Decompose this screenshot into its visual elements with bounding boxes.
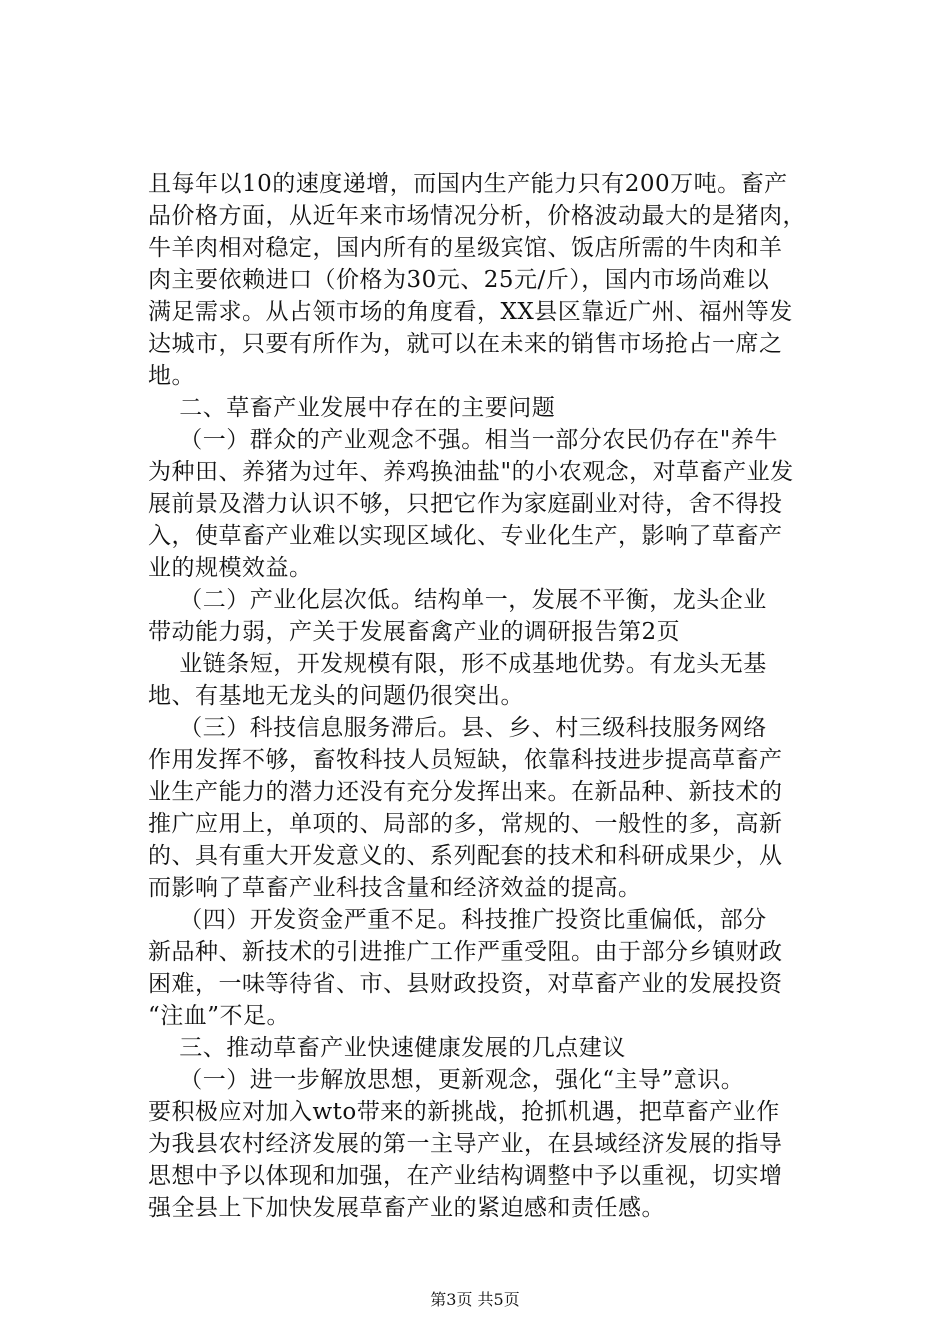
text-line: 作用发挥不够，畜牧科技人员短缺，依靠科技进步提高草畜产: [148, 747, 783, 773]
text-line: 且每年以10的速度递增，而国内生产能力只有200万吨。畜产: [148, 171, 788, 197]
section-heading: 三、推动草畜产业快速健康发展的几点建议: [148, 1035, 626, 1061]
text-line: （一）进一步解放思想，更新观念，强化“主导”意识。: [148, 1067, 745, 1093]
text-line: 业的规模效益。: [148, 555, 313, 581]
text-line: 思想中予以体现和加强，在产业结构调整中予以重视，切实增: [148, 1163, 783, 1189]
page-footer: 第3页 共5页: [430, 1290, 520, 1309]
text-line: 带动能力弱，产关于发展畜禽产业的调研报告第2页: [148, 619, 681, 645]
text-line: 地、有基地无龙头的问题仍很突出。: [148, 683, 524, 709]
text-line: （一）群众的产业观念不强。相当一部分农民仍存在"养牛: [148, 427, 778, 453]
text-line: 为种田、养猪为过年、养鸡换油盐"的小农观念，对草畜产业发: [148, 459, 794, 485]
text-line: 推广应用上，单项的、局部的多，常规的、一般性的多，高新: [148, 811, 783, 837]
text-line: 地。: [148, 363, 195, 389]
text-line: 而影响了草畜产业科技含量和经济效益的提高。: [148, 875, 642, 901]
text-line: 肉主要依赖进口（价格为30元、25元/斤），国内市场尚难以: [148, 267, 770, 293]
text-line: 满足需求。从占领市场的角度看，XX县区靠近广州、福州等发: [148, 299, 793, 325]
section-heading: 二、草畜产业发展中存在的主要问题: [148, 395, 556, 421]
text-line: 为我县农村经济发展的第一主导产业，在县域经济发展的指导: [148, 1131, 783, 1157]
text-line: 的、具有重大开发意义的、系列配套的技术和科研成果少，从: [148, 843, 783, 869]
text-line: “注血”不足。: [148, 1003, 291, 1029]
body-text: [148, 168, 808, 1224]
text-line: 新品种、新技术的引进推广工作严重受阻。由于部分乡镇财政: [148, 939, 783, 965]
text-line: 入，使草畜产业难以实现区域化、专业化生产，影响了草畜产: [148, 523, 783, 549]
text-line: （四）开发资金严重不足。科技推广投资比重偏低，部分: [148, 907, 767, 933]
text-line: 强全县上下加快发展草畜产业的紧迫感和责任感。: [148, 1195, 665, 1221]
text-line: 困难，一味等待省、市、县财政投资，对草畜产业的发展投资: [148, 971, 783, 997]
text-line: 要积极应对加入wto带来的新挑战，抢抓机遇，把草畜产业作: [148, 1099, 780, 1125]
text-line: 品价格方面，从近年来市场情况分析，价格波动最大的是猪肉，: [148, 203, 806, 229]
text-line: （三）科技信息服务滞后。县、乡、村三级科技服务网络: [148, 715, 767, 741]
text-line: 业链条短，开发规模有限，形不成基地优势。有龙头无基: [148, 651, 767, 677]
text-line: 展前景及潜力认识不够，只把它作为家庭副业对待，舍不得投: [148, 491, 783, 517]
text-line: 业生产能力的潜力还没有充分发挥出来。在新品种、新技术的: [148, 779, 783, 805]
text-line: 达城市，只要有所作为，就可以在未来的销售市场抢占一席之: [148, 331, 783, 357]
text-line: （二）产业化层次低。结构单一，发展不平衡，龙头企业: [148, 587, 767, 613]
text-line: 牛羊肉相对稳定，国内所有的星级宾馆、饭店所需的牛肉和羊: [148, 235, 783, 261]
